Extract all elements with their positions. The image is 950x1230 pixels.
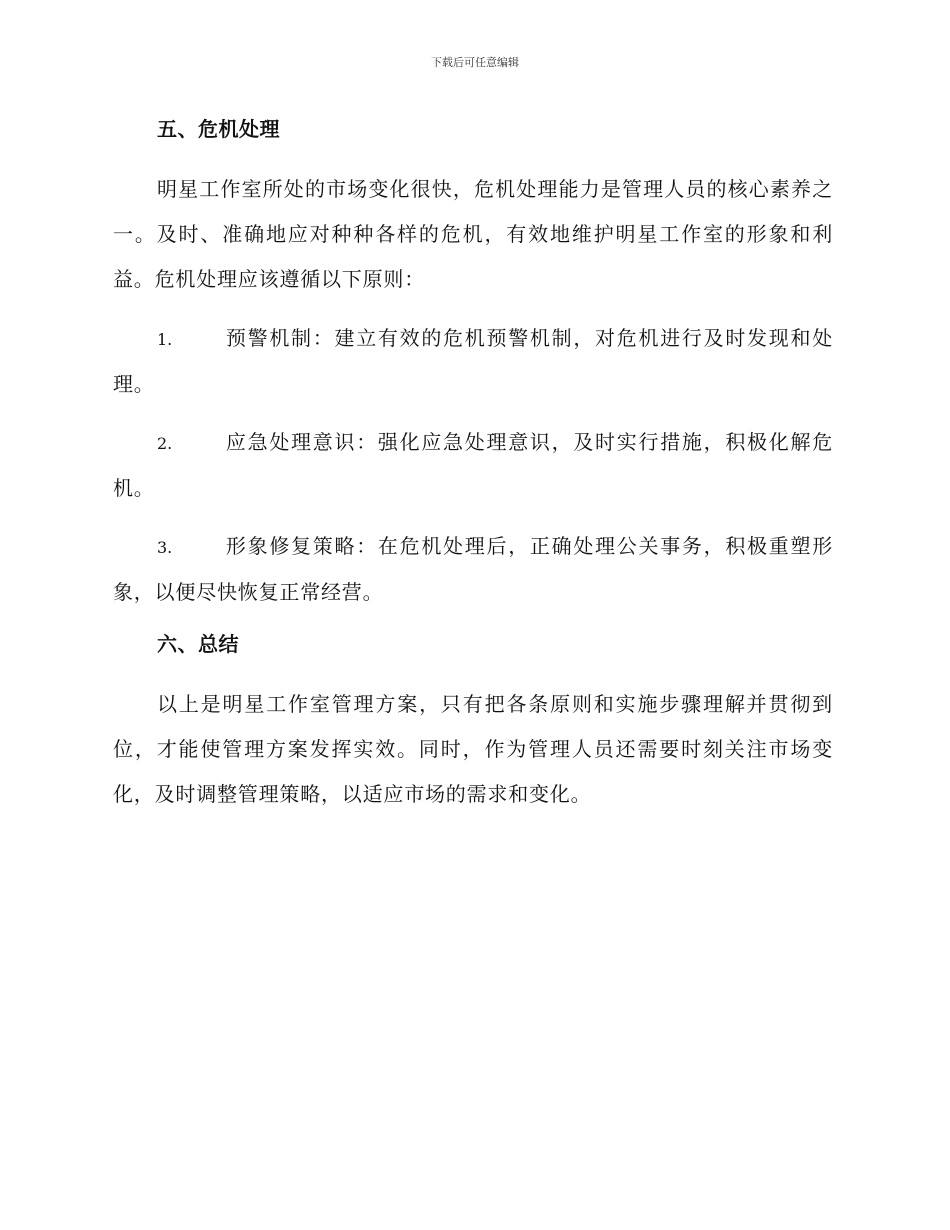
list-item (113, 316, 833, 407)
list-item (113, 524, 833, 615)
list-item-number: 1. (157, 330, 173, 349)
section-heading-summary: 六、总结 (157, 632, 239, 656)
list-item-number: 2. (157, 434, 173, 453)
page-header: 下载后可任意编辑 (431, 56, 519, 69)
list-item (113, 420, 833, 511)
list-item-text: 预警机制：建立有效的危机预警机制，对危机进行及时发现和处理。 (113, 326, 833, 396)
document-body (113, 113, 833, 831)
list-item-text: 应急处理意识：强化应急处理意识，及时实行措施，积极化解危机。 (113, 430, 833, 500)
crisis-intro-paragraph: 明星工作室所处的市场变化很快，危机处理能力是管理人员的核心素养之一。及时、准确地应对种种各样的危机，有效地维护明星工作室的形象和利益。危机处理应该遵循以下原则： (113, 177, 833, 291)
summary-paragraph: 以上是明星工作室管理方案，只有把各条原则和实施步骤理解并贯彻到位，才能使管理方案发挥实效。同时，作为管理人员还需要时刻关注市场变化，及时调整管理策略，以适应市场的需求和变化。 (113, 692, 833, 806)
list-item-text: 形象修复策略：在危机处理后，正确处理公关事务，积极重塑形象，以便尽快恢复正常经营。 (113, 534, 833, 604)
section-heading-crisis: 五、危机处理 (157, 117, 280, 141)
list-item-number: 3. (157, 538, 173, 557)
